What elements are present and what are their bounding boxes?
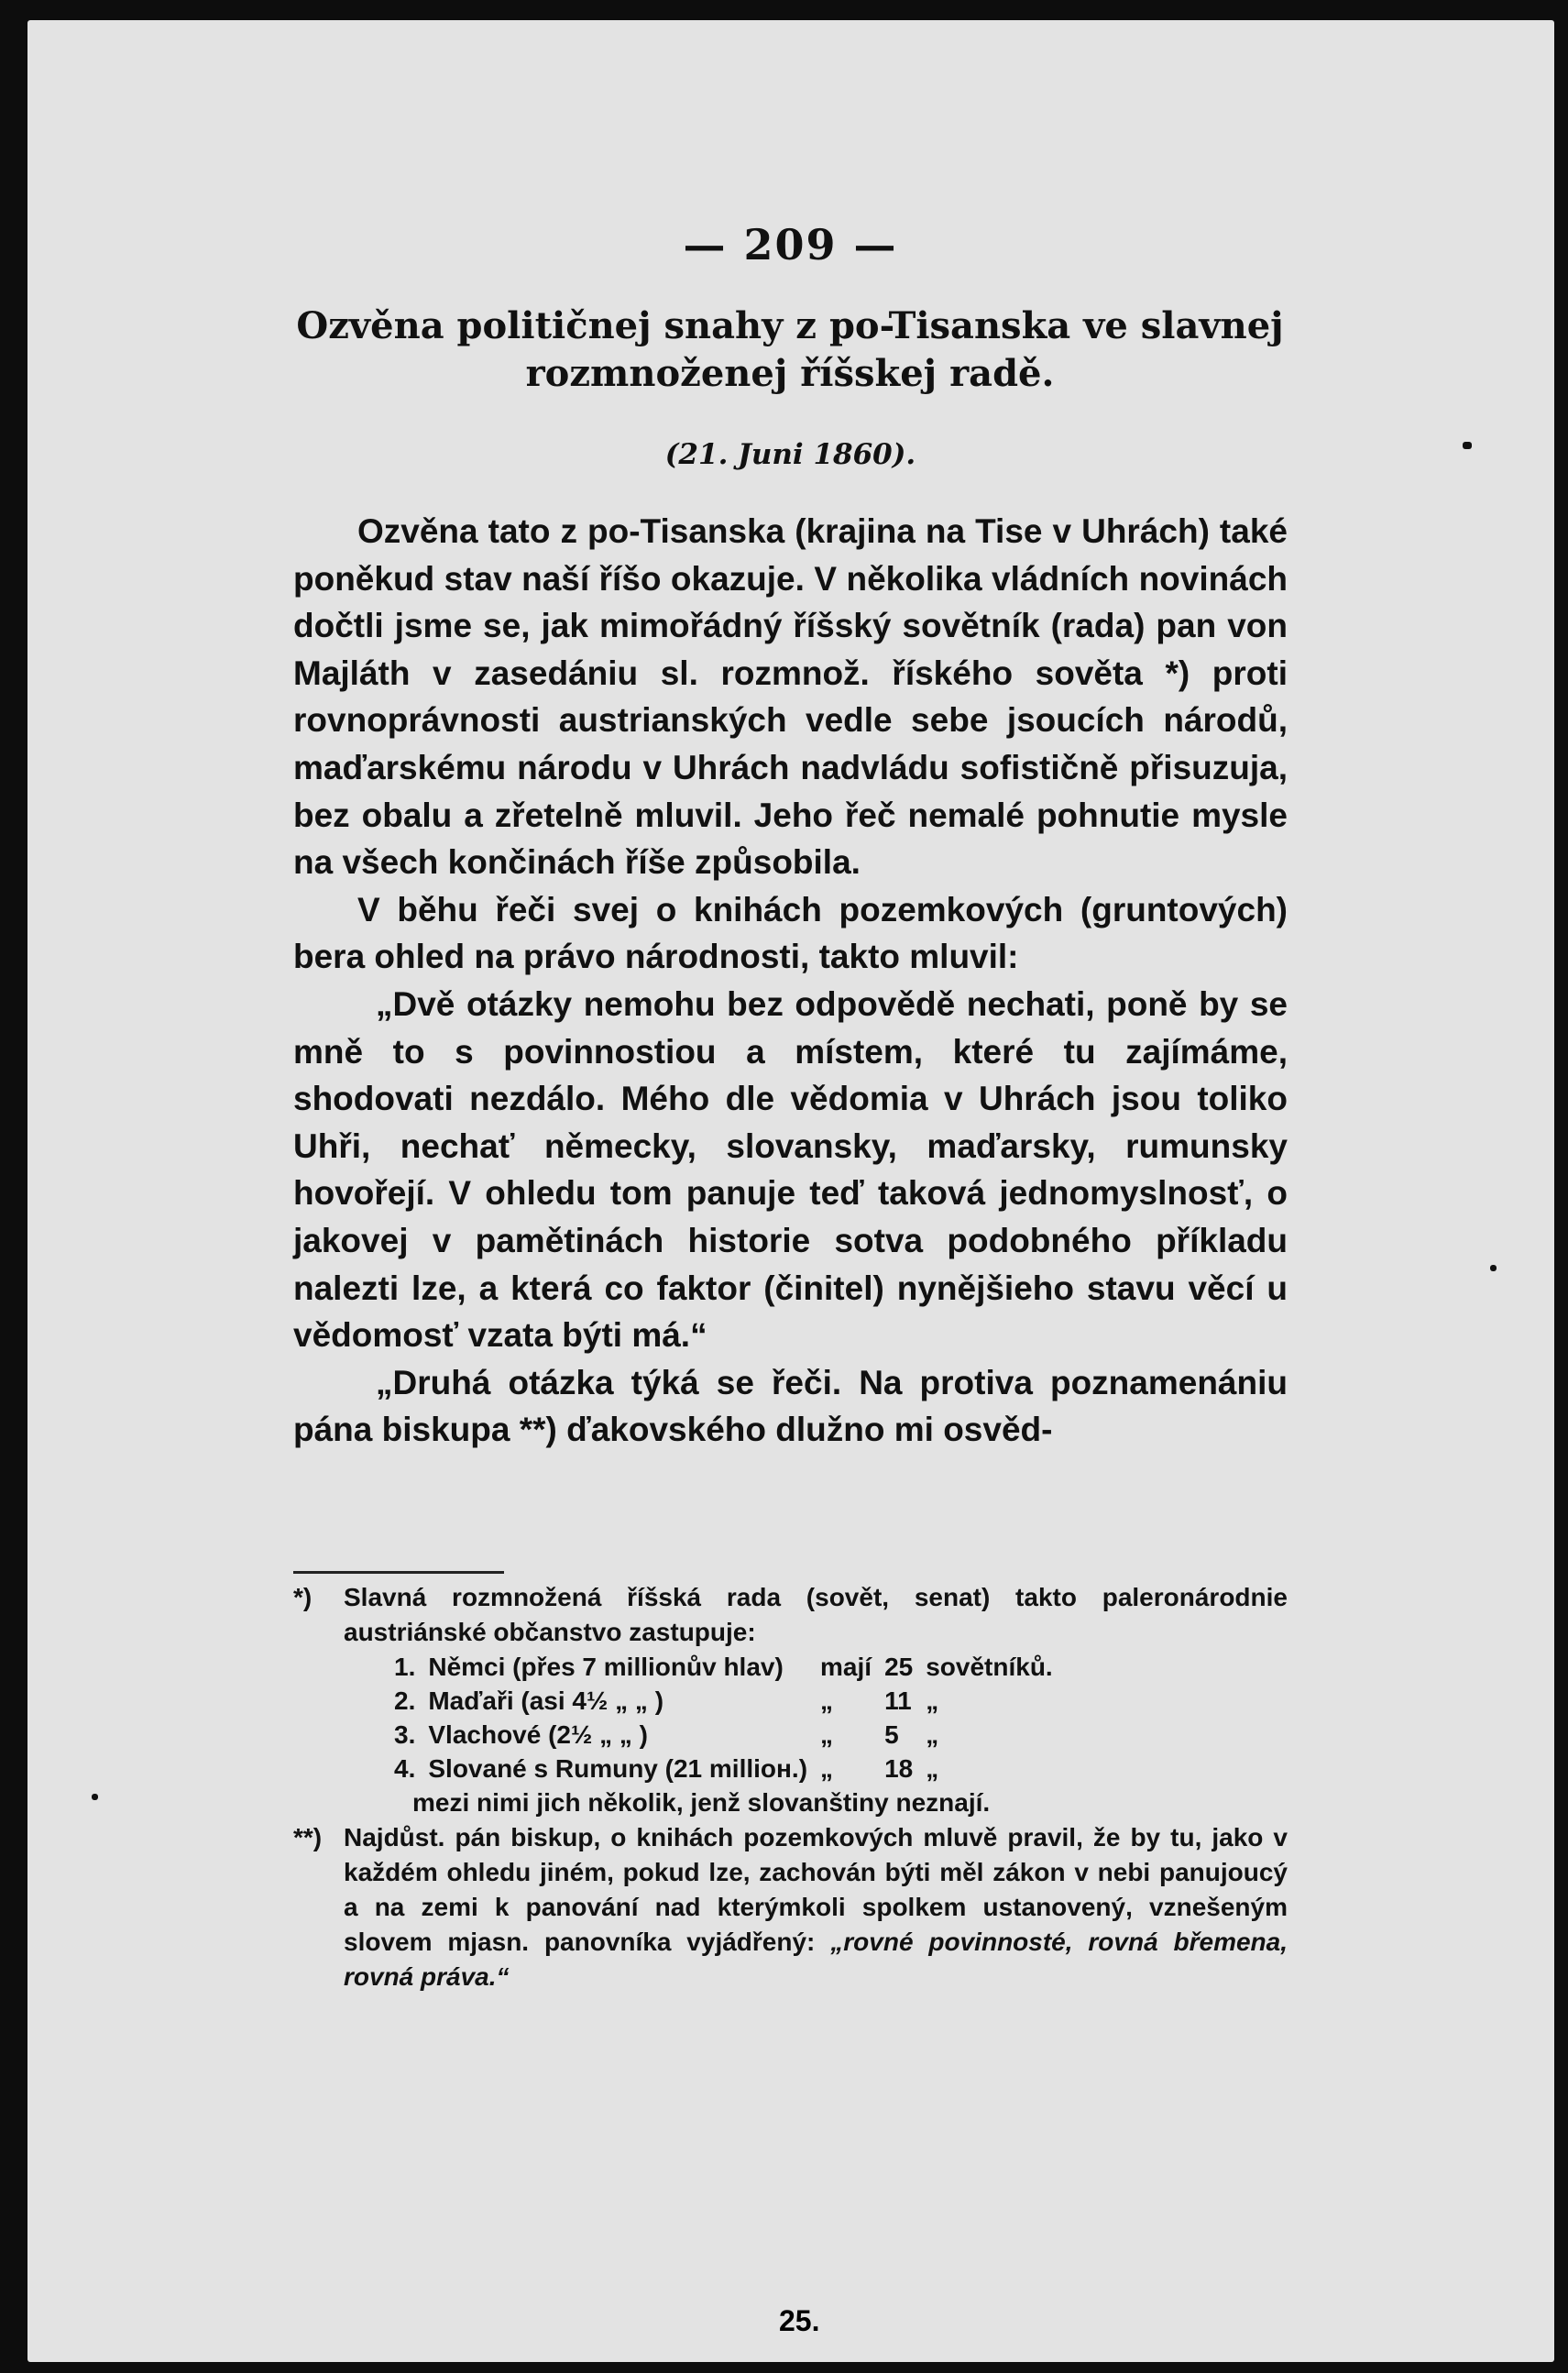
row-verb: „ [820,1754,834,1783]
row-nation: Slované s Rumuny (21 millioн.) [428,1754,808,1783]
table-row [394,1718,1066,1752]
paragraph: „Dvě otázky nemohu bez odpovědě nechati, poně by se mně to s povinnostiou a místem, které tu zajímáme, shodovati nezdálo. Mého dle vědomia v Uhrách jsou toliko Uhři, nechať německy, slovansky, maďarsky, rumunsky hovořejí. V ohledu tom panuje teď taková jednomyslnosť, o jakovej v pamětinách historie sotva podobného příkladu nalezti lze, a která co faktor (činitel) nynějšieho stavu věcí u vědomosť vzata býti má.“ [293,984,1288,1355]
row-number: 3. [394,1720,416,1749]
row-number: 4. [394,1754,416,1783]
margin-speck [1490,1265,1497,1271]
paragraph: „Druhá otázka týká se řeči. Na protiva poznamenániu pána biskupa **) ďakovského dlužno mi osvěd- [293,1363,1288,1449]
page-number: — 209 — [683,220,898,269]
footnote-2-quote: „rovné povinnosté, rovná břemena, rovná práva.“ [344,1928,1288,1991]
book-page [27,20,1554,2362]
row-verb: „ [820,1720,834,1749]
row-unit: „ [926,1720,939,1749]
row-count: 5 [884,1720,899,1749]
footnote-1 [293,1580,1288,1650]
row-count: 25 [884,1653,914,1681]
row-number: 2. [394,1686,416,1715]
row-count: 11 [884,1686,912,1715]
row-nation: Vlachové (2½ „ „ ) [428,1720,648,1749]
row-nation: Maďaři (asi 4½ „ „ ) [428,1686,664,1715]
footnote-mark: **) [293,1823,323,1851]
margin-speck [1463,442,1472,449]
paragraph: Ozvěna tato z po-Tisanska (krajina na Tise v Uhrách) také poněkud stav naší říšo okazuje. V několika vládních novinách dočtli jsme se, jak mimořádný říšský sovětník (rada) pan von Majláth v zasedániu sl. rozmnož. říského sověta *) proti rovnoprávnosti austrianských vedle sebe jsoucích národů, maďarskému národu v Uhrách nadvládu sofističně přisuzuja, bez obalu a zřetelně mluvil. Jeho řeč nemalé pohnutie mysle na všech končinách říše způsobila. [293,512,1288,882]
footnote-text [344,1820,1288,1994]
footnote-divider [293,1571,504,1574]
margin-speck [92,1794,98,1800]
council-seats-table [394,1650,1066,1785]
table-row [394,1650,1066,1684]
row-nation: Němci (přes 7 millionův hlav) [428,1653,784,1681]
row-unit: „ [926,1754,939,1783]
row-verb: „ [820,1686,834,1715]
table-note: mezi nimi jich několik, jenž slovanštiny neznají. [412,1788,991,1817]
article-body [293,508,1288,1454]
row-unit: sovětníků. [926,1653,1053,1681]
row-number: 1. [394,1653,416,1681]
footnotes [293,1580,1288,1994]
row-count: 18 [884,1754,914,1783]
footnote-2-text: Najdůst. pán biskup, o knihách pozemkových mluvě pravil, že by tu, jako v každém ohledu jiném, pokud lze, zachován býti měl zákon v nebi panujoucý a na zemi k panování nad kterýmkoli spolkem ustanovený, vznešeným slovem mjasn. panovníka vyjádřený: [344,1823,1288,1956]
table-row [394,1684,1066,1718]
footnote-mark: *) [293,1583,313,1611]
footnote-text: Slavná rozmnožená říšská rada (sovět, senat) takto paleronárodnie austriánské občanstvo zastupuje: [344,1583,1288,1646]
printer-signature: 25. [779,2304,820,2337]
paragraph: V běhu řeči svej o knihách pozemkových (gruntových) bera ohled na právo národnosti, takto mluvil: [293,890,1288,976]
article-title: Ozvěna političnej snahy z po-Tisanska ve slavnej rozmnoženej říšskej radě. [296,304,1284,395]
row-unit: „ [926,1686,939,1715]
footnote-2 [293,1820,1288,1994]
article-date: (21. Juni 1860). [664,438,916,471]
table-row [394,1752,1066,1785]
row-verb: mají [820,1653,872,1681]
